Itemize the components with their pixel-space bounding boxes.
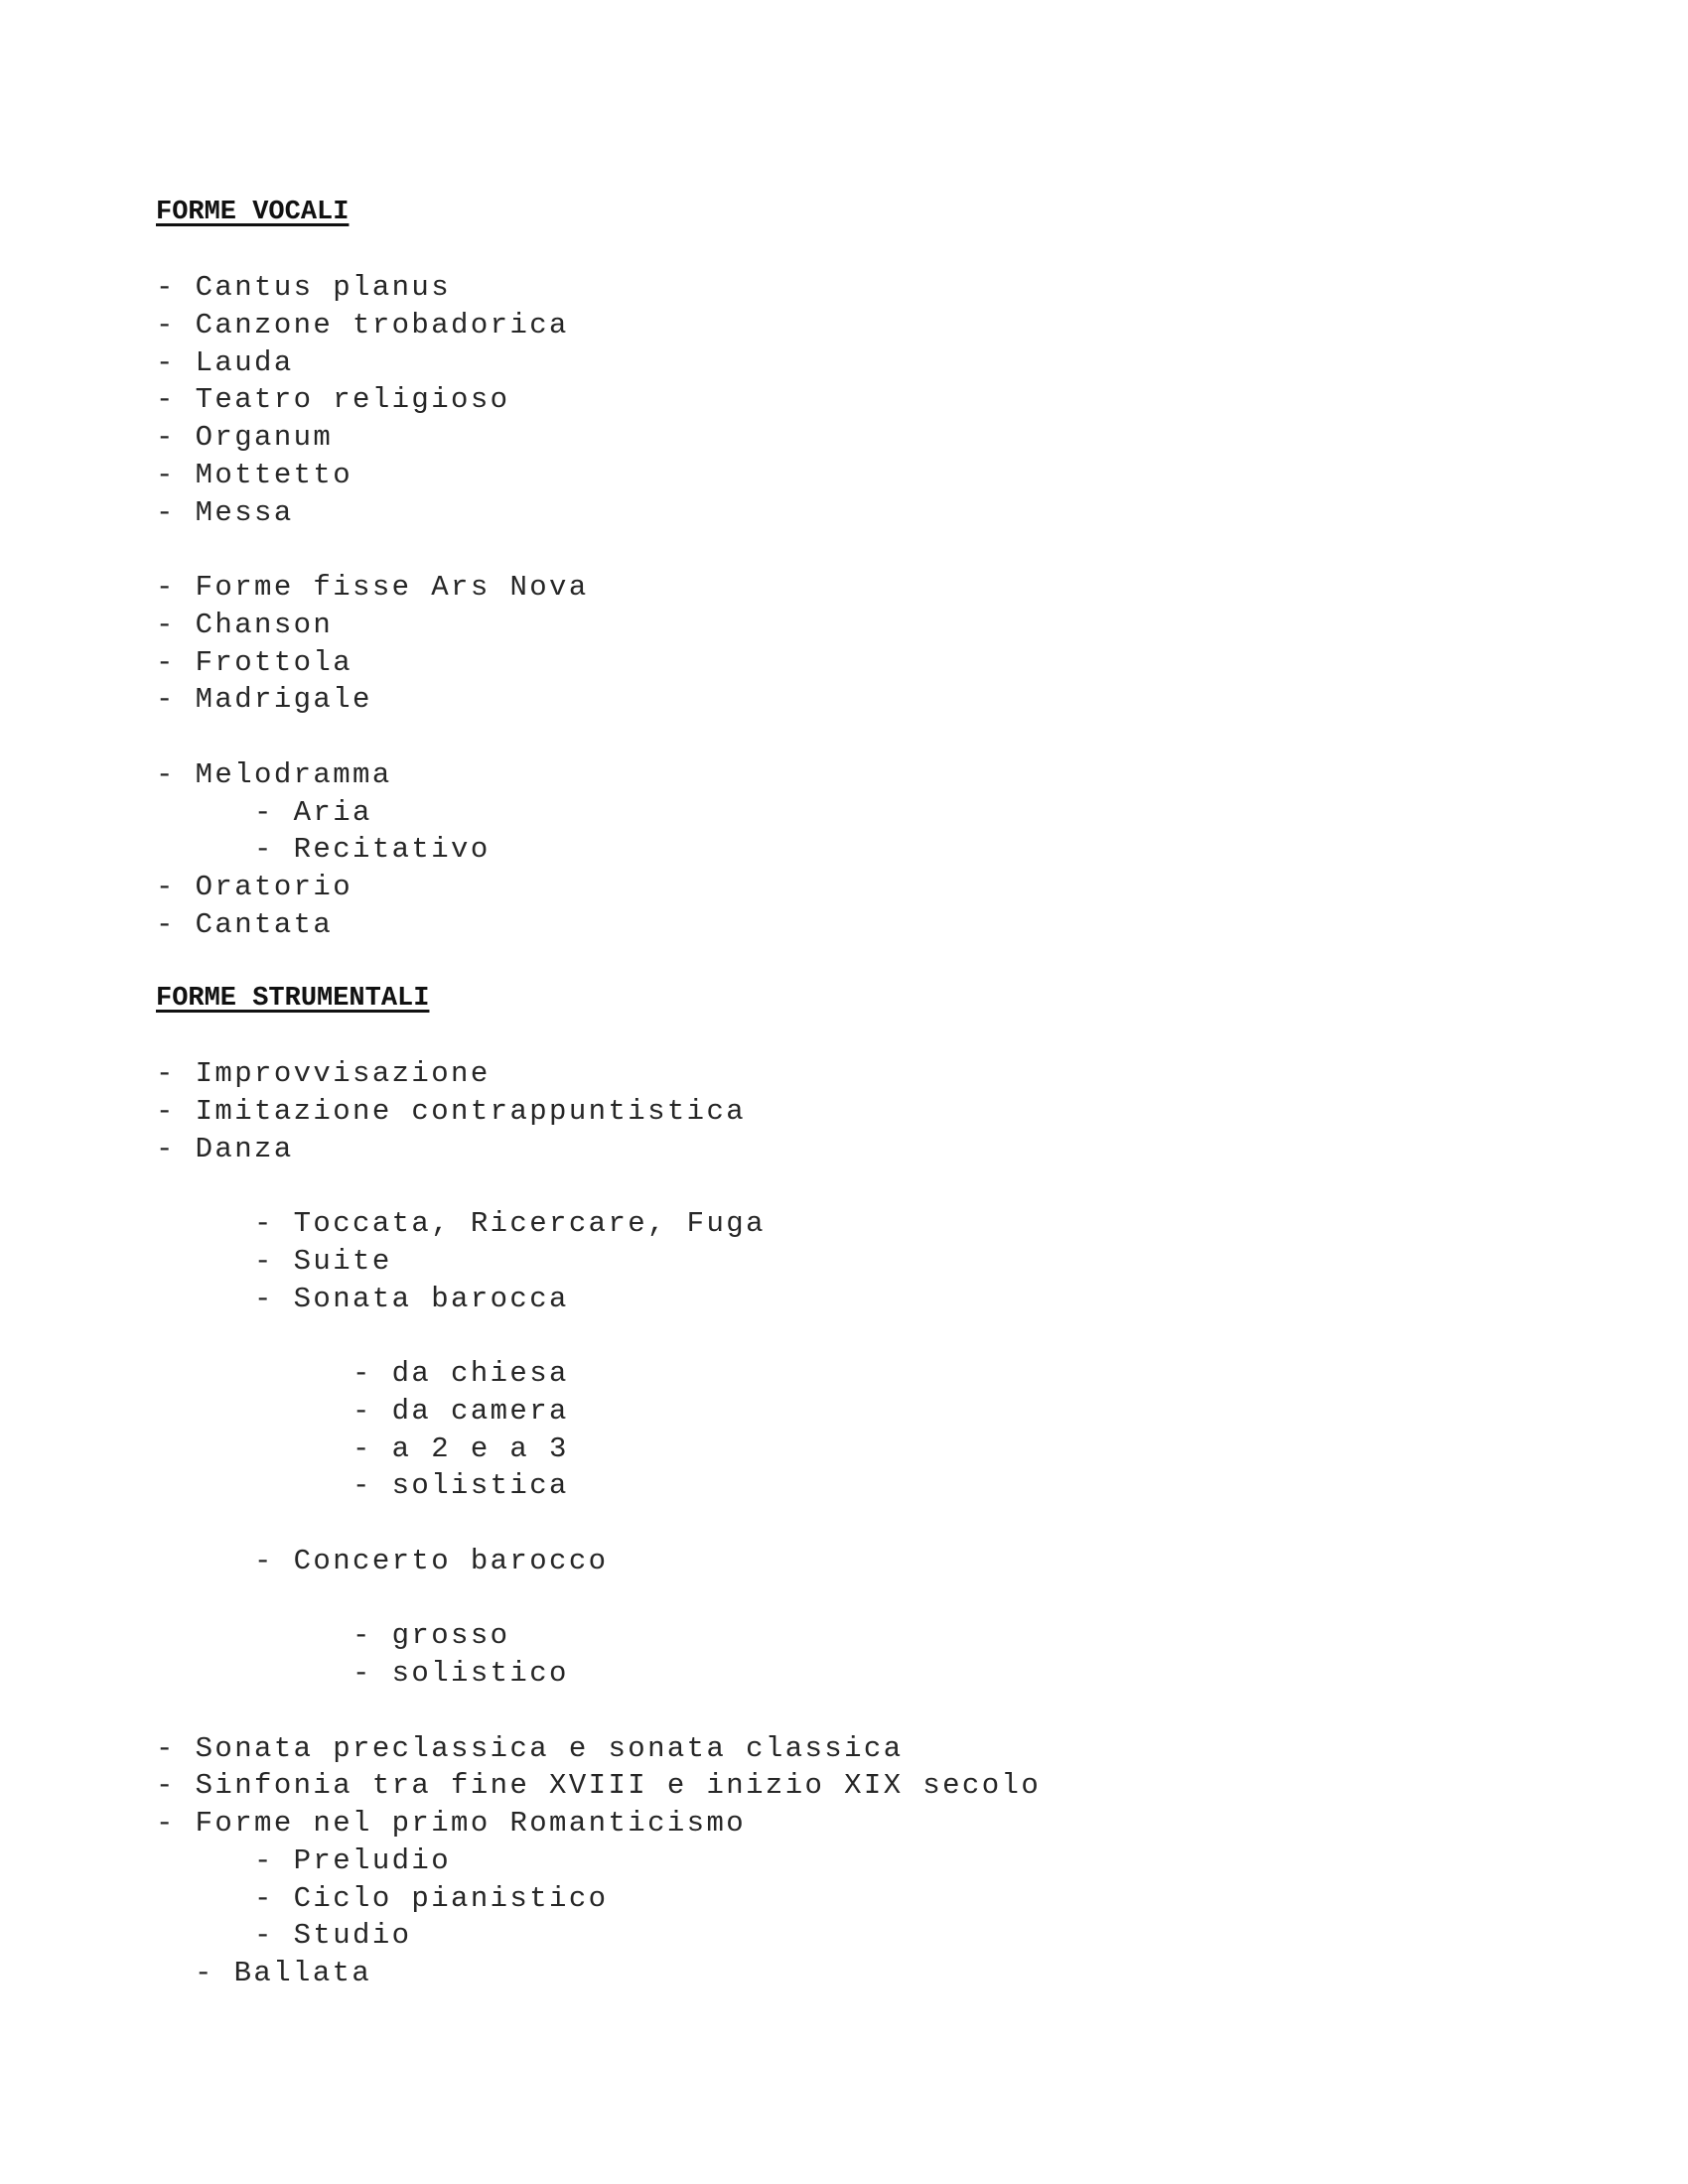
list-item: - Ballata [195,1957,372,1989]
heading-vocal-forms: FORME VOCALI [156,198,350,227]
list-item: - Cantus planus [156,271,452,304]
list-item-sub: - Suite [254,1245,392,1278]
list-item: - Canzone trobadorica [156,309,569,341]
heading-instrumental-forms: FORME STRUMENTALI [156,984,430,1014]
list-item-subsub: - a 2 e a 3 [352,1433,569,1465]
list-item: - Forme fisse Ars Nova [156,571,589,604]
list-item-sub: - Ciclo pianistico [254,1882,609,1915]
list-item-subsub: - grosso [352,1619,510,1652]
list-item: - Imitazione contrappuntistica [156,1095,747,1128]
list-item: - Improvvisazione [156,1057,491,1090]
list-item-subsub: - da chiesa [352,1357,569,1390]
list-item-sub: - Concerto barocco [254,1545,609,1577]
list-item: - Teatro religioso [156,383,510,416]
list-item-subsub: - solistica [352,1469,569,1502]
list-item: - Madrigale [156,683,372,716]
list-item-sub: - Preludio [254,1844,452,1877]
list-item: - Organum [156,421,334,454]
list-item-sub: - Aria [254,796,372,829]
list-item: - Mottetto [156,459,353,491]
list-item-subsub: - da camera [352,1395,569,1428]
list-item-sub: - Toccata, Ricercare, Fuga [254,1207,766,1240]
list-item: - Frottola [156,646,353,679]
list-item: - Sinfonia tra fine XVIII e inizio XIX secolo [156,1769,1042,1802]
list-item-sub: - Recitativo [254,833,491,866]
list-item-sub: - Studio [254,1919,412,1952]
list-item-sub: - Sonata barocca [254,1283,569,1315]
list-item: - Danza [156,1133,294,1165]
list-item: - Chanson [156,609,334,641]
list-item: - Lauda [156,346,294,379]
list-item: - Oratorio [156,871,353,903]
list-item: - Sonata preclassica e sonata classica [156,1732,904,1765]
list-item: - Messa [156,496,294,529]
list-item: - Melodramma [156,758,392,791]
list-item-subsub: - solistico [352,1657,569,1690]
list-item: - Cantata [156,908,334,941]
list-item: - Forme nel primo Romanticismo [156,1807,747,1840]
